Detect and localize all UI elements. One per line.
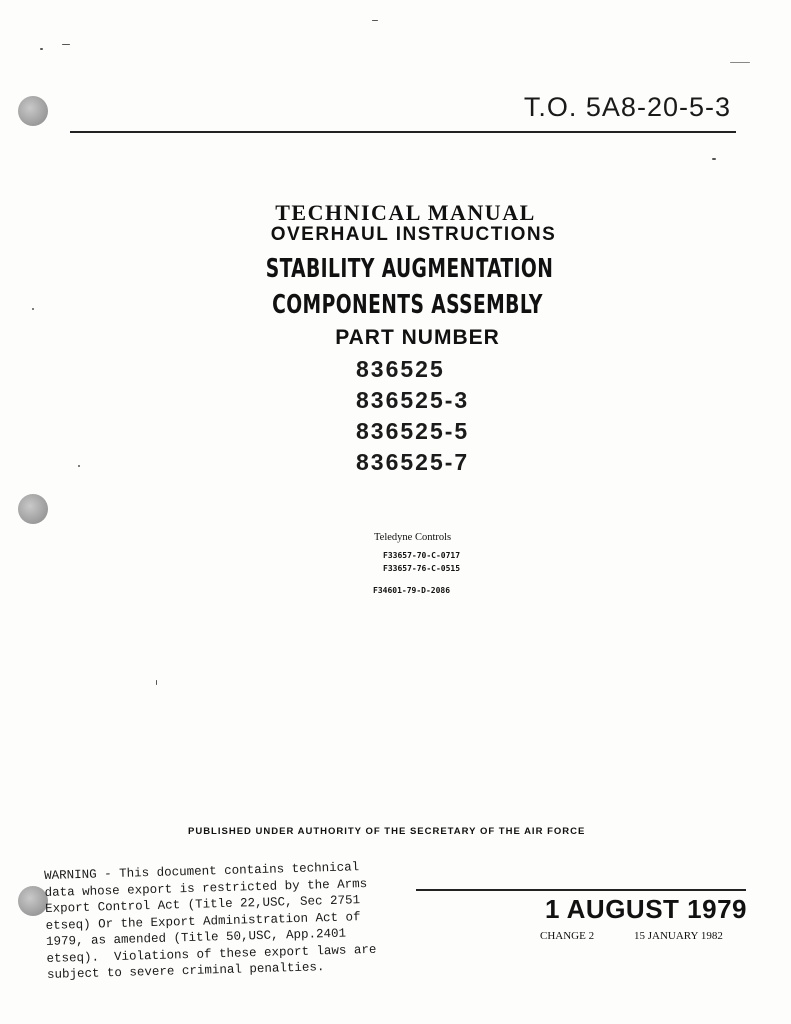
header-rule (70, 131, 736, 133)
part-number: 836525-3 (356, 387, 470, 413)
part-number-heading: PART NUMBER (335, 326, 500, 349)
scan-speck (62, 44, 70, 45)
change-date: 15 JANUARY 1982 (634, 930, 723, 942)
technical-manual-label: TECHNICAL MANUAL (275, 200, 536, 225)
manual-subtitle: OVERHAUL INSTRUCTIONS (270, 224, 557, 245)
contract-number: F33657-70-C-0717 (383, 551, 461, 560)
scan-speck (156, 680, 157, 685)
scan-speck (78, 465, 80, 467)
export-warning: WARNING - This document contains technical data whose export is restricted by the Arms Export Control Act (Title 22,USC, Sec 2751 etseq) Or the Export Administration Act of 1979, as amended (Title 50,USC, App.2401 etseq). Violations of these export laws are subject to severe criminal penalties. (44, 860, 377, 982)
punch-hole-top (18, 96, 48, 126)
title-line-1: STABILITY AUGMENTATION (265, 254, 554, 284)
contract-number: F34601-79-D-2086 (373, 586, 451, 595)
punch-hole-bottom (18, 886, 48, 916)
authority-statement: PUBLISHED UNDER AUTHORITY OF THE SECRETARY OF THE AIR FORCE (188, 826, 586, 837)
scan-speck (40, 48, 43, 50)
part-number: 836525 (356, 356, 445, 382)
scan-speck (32, 308, 34, 310)
change-number: CHANGE 2 (540, 930, 595, 942)
to-number: T.O. 5A8-20-5-3 (523, 92, 731, 122)
scan-speck (712, 158, 716, 160)
punch-hole-middle (18, 494, 48, 524)
scan-speck (730, 62, 750, 63)
title-line-2: COMPONENTS ASSEMBLY (272, 290, 543, 320)
scan-speck (372, 20, 378, 21)
date-rule (416, 889, 746, 891)
contractor-name: Teledyne Controls (374, 532, 452, 543)
publication-date: 1 AUGUST 1979 (544, 894, 747, 924)
part-number: 836525-7 (356, 449, 470, 475)
part-number: 836525-5 (356, 418, 470, 444)
contract-number: F33657-76-C-0515 (383, 564, 461, 573)
part-number-list (356, 354, 469, 478)
